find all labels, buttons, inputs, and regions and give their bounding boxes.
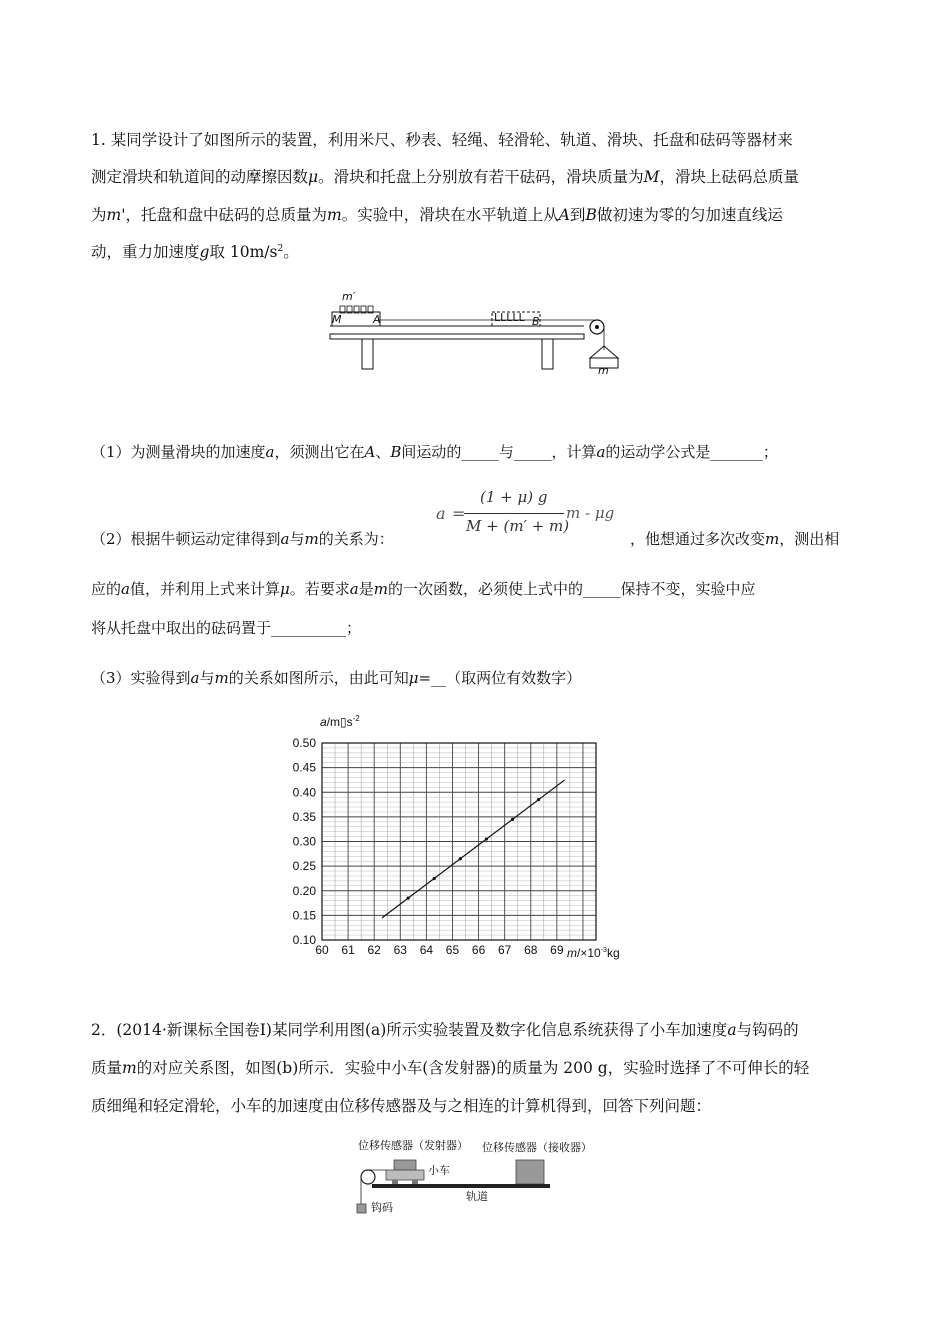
x-tick-label: 66	[471, 943, 486, 957]
chart-y-ticks	[293, 736, 317, 947]
x-tick-label: 68	[524, 943, 538, 957]
y-tick-label: 0.25	[292, 859, 316, 874]
fig-label-car: 小车	[428, 1164, 450, 1177]
q2-line-1: 2．(2014·新课标全国卷Ⅰ)某同学利用图(a)所示实验装置及数字化信息系统获得了小车加速度a与钩码的	[91, 1021, 799, 1039]
q2-pulley	[361, 1170, 375, 1184]
answer-blank[interactable]: _____	[513, 443, 552, 461]
chart-series	[382, 780, 565, 918]
data-point	[511, 818, 514, 821]
fig-label-A: A	[373, 313, 381, 326]
series-line	[382, 780, 565, 918]
y-tick-label: 0.45	[292, 760, 316, 775]
formula-tail: m - μg	[566, 504, 615, 522]
fig-label-weight: 钩码	[371, 1201, 393, 1214]
y-tick-label: 0.50	[292, 736, 316, 750]
q2-number: 2．	[91, 1021, 117, 1039]
sender-block	[394, 1160, 416, 1170]
q1-line-3: 为m'，托盘和盘中砝码的总质量为m。实验中，滑块在水平轨道上从A到B做初速为零的匀加速直线运	[91, 206, 783, 224]
hook-weight	[357, 1204, 366, 1213]
formula: a = (1 + μ) g M + (m′ + m) m - μg	[436, 488, 615, 535]
x-tick-label: 65	[445, 943, 460, 957]
fig-label-sender: 位移传感器（发射器）	[358, 1139, 468, 1152]
receiver-block	[516, 1160, 544, 1184]
q1-part-2-line-2: 应的a值，并利用上式来计算μ。若要求a是m的一次函数，必须使上式中的_____保持不变，实验中应	[91, 580, 756, 598]
fig-label-mprime: m′	[342, 290, 356, 303]
table-leg-right	[542, 339, 553, 369]
formula-numerator: (1 + μ) g	[480, 488, 548, 506]
answer-blank[interactable]: _____	[461, 443, 499, 461]
y-tick-label: 0.15	[292, 908, 316, 923]
y-tick-label: 0.35	[292, 809, 316, 824]
fig-label-receiver: 位移传感器（接收器）	[482, 1141, 592, 1154]
x-tick-label: 64	[419, 943, 434, 957]
q1-line-1: 1. 某同学设计了如图所示的装置，利用米尺、秒表、轻绳、轻滑轮、轨道、滑块、托盘和砝码等器材来	[91, 131, 793, 149]
table-leg-left	[362, 339, 373, 369]
q1-part-2-line-3: 将从托盘中取出的砝码置于__________；	[91, 619, 362, 637]
data-point	[485, 837, 488, 840]
fig-label-m: m	[598, 364, 609, 377]
x-tick-label: 60	[315, 943, 329, 957]
data-point	[433, 877, 436, 880]
q2-apparatus-figure	[356, 1136, 606, 1220]
y-tick-label: 0.10	[292, 933, 316, 947]
y-tick-label: 0.20	[292, 883, 316, 898]
formula-denominator: M + (m′ + m)	[466, 517, 570, 535]
car	[386, 1170, 424, 1180]
q1-number: 1.	[91, 131, 106, 149]
a-m-chart	[280, 710, 630, 965]
y-tick-label: 0.30	[292, 834, 316, 849]
answer-blank[interactable]: __	[431, 669, 447, 687]
x-tick-label: 61	[341, 943, 355, 957]
x-tick-label: 69	[550, 943, 564, 957]
q1-part-2-line-1: （2）根据牛顿运动定律得到a与m的关系为：	[91, 530, 394, 548]
x-tick-label: 62	[367, 943, 381, 957]
q1-line-4: 动，重力加速度g取 $10m/s^2$。	[91, 243, 299, 261]
answer-blank[interactable]: _______	[710, 443, 763, 461]
apparatus-figure	[326, 288, 626, 378]
answer-blank[interactable]: _____	[582, 580, 621, 598]
q2-line-2: 质量m的对应关系图，如图(b)所示．实验中小车(含发射器)的质量为 200 g，实验时选择了不可伸长的轻	[91, 1059, 810, 1077]
data-point	[459, 857, 462, 860]
fig-label-track: 轨道	[466, 1190, 488, 1203]
chart-x-label: $m/\times 10^{-3}kg$	[567, 946, 620, 960]
q1-part-3: （3）实验得到a与m的关系如图所示，由此可知μ=__（取两位有效数字）	[91, 669, 582, 687]
fig-label-B: B	[532, 315, 540, 328]
q1-line-2: 测定滑块和轨道间的动摩擦因数μ。滑块和托盘上分别放有若干砝码，滑块质量为M，滑块上砝码总质量	[91, 168, 799, 186]
chart-x-ticks	[315, 943, 564, 957]
data-point	[407, 897, 410, 900]
x-tick-label: 63	[393, 943, 407, 957]
x-tick-label: 67	[497, 943, 512, 957]
chart-y-label: $a/m▯s^{-2}$	[320, 714, 360, 729]
answer-blank[interactable]: __________	[271, 619, 347, 637]
q1-part-1: （1）为测量滑块的加速度a，须测出它在A、B间运动的_____与_____，计算a的运动学公式是_______；	[91, 443, 778, 461]
fig-label-M: M	[332, 313, 342, 326]
q1-part-2-line-1-tail: ，他想通过多次改变m，测出相	[630, 530, 840, 548]
track	[330, 334, 584, 339]
q2-line-3: 质细绳和轻定滑轮，小车的加速度由位移传感器及与之相连的计算机得到，回答下列问题：	[91, 1097, 712, 1115]
q2-track	[372, 1184, 550, 1188]
data-point	[537, 798, 540, 801]
y-tick-label: 0.40	[292, 785, 316, 800]
svg-text:ᒪᒪᒪᒪᒪ: ᒪᒪᒪᒪᒪ	[494, 311, 525, 324]
